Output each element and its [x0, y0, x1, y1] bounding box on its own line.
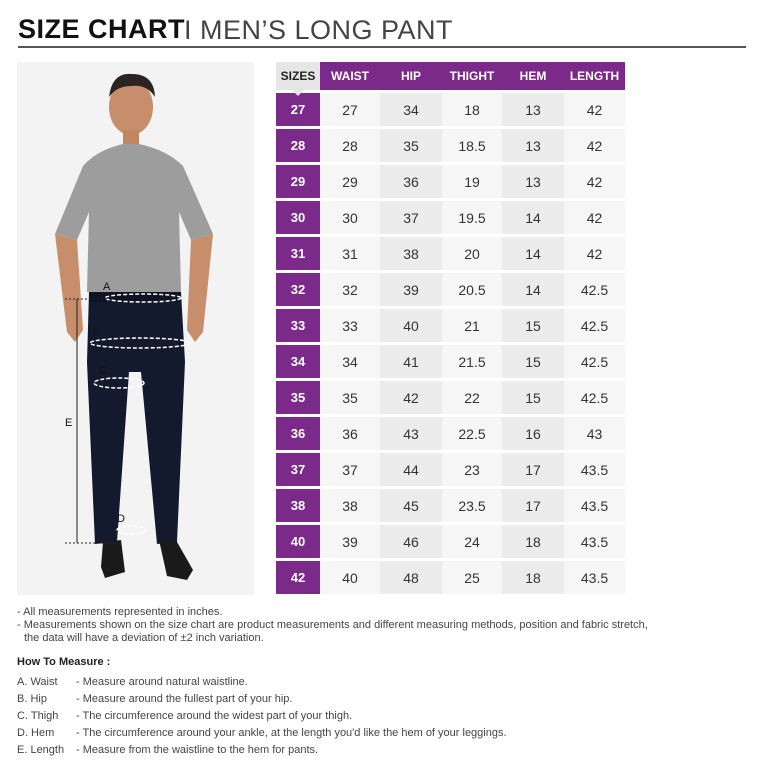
table-cell: 18	[502, 561, 564, 594]
note-line: the data will have a deviation of ±2 inch variation.	[24, 632, 264, 644]
table-cell: 25	[442, 561, 502, 594]
size-cell: 36	[276, 417, 320, 450]
header-hip: HIP	[400, 69, 421, 83]
table-cell: 43.5	[564, 489, 625, 522]
table-cell: 13	[502, 93, 564, 126]
table-cell: 22	[442, 381, 502, 414]
size-cell: 37	[276, 453, 320, 486]
table-cell: 36	[320, 417, 380, 450]
left-arm-shape	[55, 234, 83, 342]
table-cell: 35	[380, 129, 442, 162]
note-line: - All measurements represented in inches.	[17, 606, 223, 618]
how-to-key: A. Waist	[17, 675, 58, 688]
how-to-item	[17, 741, 747, 758]
table-cell: 28	[320, 129, 380, 162]
table-cell: 18.5	[442, 129, 502, 162]
table-cell: 19.5	[442, 201, 502, 234]
how-to-title: How To Measure :	[17, 656, 111, 668]
size-cell: 28	[276, 129, 320, 162]
table-cell: 32	[320, 273, 380, 306]
size-cell: 29	[276, 165, 320, 198]
table-cell: 44	[380, 453, 442, 486]
right-arm-shape	[187, 234, 213, 342]
note-line: - Measurements shown on the size chart are product measurements and different measuring methods, position and fabric stretch,	[17, 619, 648, 631]
table-cell: 35	[320, 381, 380, 414]
table-row	[276, 525, 625, 558]
table-cell: 24	[442, 525, 502, 558]
table-cell: 43	[564, 417, 625, 450]
page-subtitle: I MEN’S LONG PANT	[184, 15, 454, 45]
how-to-list	[17, 673, 747, 758]
table-cell: 23.5	[442, 489, 502, 522]
table-cell: 36	[380, 165, 442, 198]
how-to-text: - Measure around natural waistline.	[76, 675, 248, 688]
model-illustration	[17, 62, 254, 595]
table-cell: 18	[502, 525, 564, 558]
table-cell: 27	[320, 93, 380, 126]
table-cell: 19	[442, 165, 502, 198]
label-b: B	[93, 326, 101, 338]
table-cell: 17	[502, 453, 564, 486]
table-cell: 43.5	[564, 453, 625, 486]
table-cell: 33	[320, 309, 380, 342]
table-cell: 40	[380, 309, 442, 342]
table-cell: 39	[320, 525, 380, 558]
table-cell: 42.5	[564, 381, 625, 414]
how-to-key: E. Length	[17, 743, 65, 756]
how-to-text: - The circumference around the widest part of your thigh.	[76, 709, 353, 722]
size-cell: 40	[276, 525, 320, 558]
page-title: SIZE CHART	[18, 14, 185, 44]
table-cell: 42	[380, 381, 442, 414]
table-row	[276, 381, 625, 414]
how-to-text: - Measure around the fullest part of your hip.	[76, 692, 293, 705]
how-to-key: B. Hip	[17, 692, 47, 705]
how-to-item	[17, 724, 747, 741]
table-cell: 23	[442, 453, 502, 486]
pants-shape	[87, 292, 185, 544]
header-thigh: THIGHT	[449, 69, 495, 83]
table-row	[276, 273, 625, 306]
table-row	[276, 201, 625, 234]
table-cell: 42.5	[564, 273, 625, 306]
table-cell: 39	[380, 273, 442, 306]
table-cell: 42	[564, 237, 625, 270]
size-cell: 32	[276, 273, 320, 306]
table-cell: 34	[320, 345, 380, 378]
table-cell: 38	[380, 237, 442, 270]
table-cell: 37	[320, 453, 380, 486]
table-cell: 29	[320, 165, 380, 198]
table-cell: 41	[380, 345, 442, 378]
label-c: C	[99, 365, 107, 377]
table-cell: 37	[380, 201, 442, 234]
table-cell: 17	[502, 489, 564, 522]
table-cell: 42.5	[564, 345, 625, 378]
table-cell: 14	[502, 201, 564, 234]
table-row	[276, 417, 625, 450]
size-cell: 31	[276, 237, 320, 270]
table-cell: 43	[380, 417, 442, 450]
page-header	[18, 12, 746, 48]
table-row	[276, 561, 625, 594]
table-cell: 48	[380, 561, 442, 594]
table-row	[276, 237, 625, 270]
label-a: A	[103, 281, 111, 293]
table-cell: 42	[564, 165, 625, 198]
label-e: E	[65, 417, 73, 429]
table-cell: 15	[502, 309, 564, 342]
table-cell: 18	[442, 93, 502, 126]
table-cell: 34	[380, 93, 442, 126]
table-cell: 22.5	[442, 417, 502, 450]
table-row	[276, 129, 625, 162]
size-cell: 35	[276, 381, 320, 414]
table-cell: 42.5	[564, 309, 625, 342]
model-figure	[17, 62, 254, 595]
size-cell: 38	[276, 489, 320, 522]
table-row	[276, 489, 625, 522]
how-to-text: - The circumference around your ankle, at the length you'd like the hem of your leggings.	[76, 726, 507, 739]
table-cell: 43.5	[564, 525, 625, 558]
table-cell: 42	[564, 201, 625, 234]
how-to-text: - Measure from the waistline to the hem for pants.	[76, 743, 319, 756]
table-row	[276, 453, 625, 486]
table-cell: 21.5	[442, 345, 502, 378]
label-d: D	[117, 513, 125, 525]
table-cell: 30	[320, 201, 380, 234]
how-to-key: C. Thigh	[17, 709, 59, 722]
table-cell: 43.5	[564, 561, 625, 594]
table-cell: 31	[320, 237, 380, 270]
table-cell: 20	[442, 237, 502, 270]
table-cell: 40	[320, 561, 380, 594]
size-table	[276, 62, 625, 594]
table-cell: 42	[564, 93, 625, 126]
table-cell: 15	[502, 381, 564, 414]
header-waist: WAIST	[331, 69, 369, 83]
table-cell: 13	[502, 165, 564, 198]
table-cell: 38	[320, 489, 380, 522]
table-row	[276, 345, 625, 378]
header-length: LENGTH	[569, 69, 620, 83]
table-header	[276, 62, 625, 90]
table-cell: 14	[502, 273, 564, 306]
left-shoe-shape	[101, 540, 125, 578]
size-cell: 34	[276, 345, 320, 378]
table-cell: 15	[502, 345, 564, 378]
table-cell: 13	[502, 129, 564, 162]
header-sizes: SIZES	[276, 62, 320, 90]
header-hem: HEM	[519, 69, 547, 83]
how-to-item	[17, 673, 747, 690]
right-shoe-shape	[159, 540, 193, 580]
table-cell: 20.5	[442, 273, 502, 306]
hem-guide	[117, 526, 145, 534]
table-cell: 42	[564, 129, 625, 162]
size-cell: 42	[276, 561, 320, 594]
size-cell: 33	[276, 309, 320, 342]
how-to-item	[17, 707, 747, 724]
table-cell: 16	[502, 417, 564, 450]
table-body	[276, 93, 625, 594]
notes	[17, 606, 747, 645]
table-row	[276, 165, 625, 198]
table-cell: 14	[502, 237, 564, 270]
how-to-item	[17, 690, 747, 707]
how-to-key: D. Hem	[17, 726, 55, 739]
size-cell: 30	[276, 201, 320, 234]
neck-shape	[123, 130, 139, 144]
table-cell: 21	[442, 309, 502, 342]
table-row	[276, 309, 625, 342]
table-cell: 45	[380, 489, 442, 522]
size-cell: 27	[276, 93, 320, 126]
table-row	[276, 93, 625, 126]
table-cell: 46	[380, 525, 442, 558]
